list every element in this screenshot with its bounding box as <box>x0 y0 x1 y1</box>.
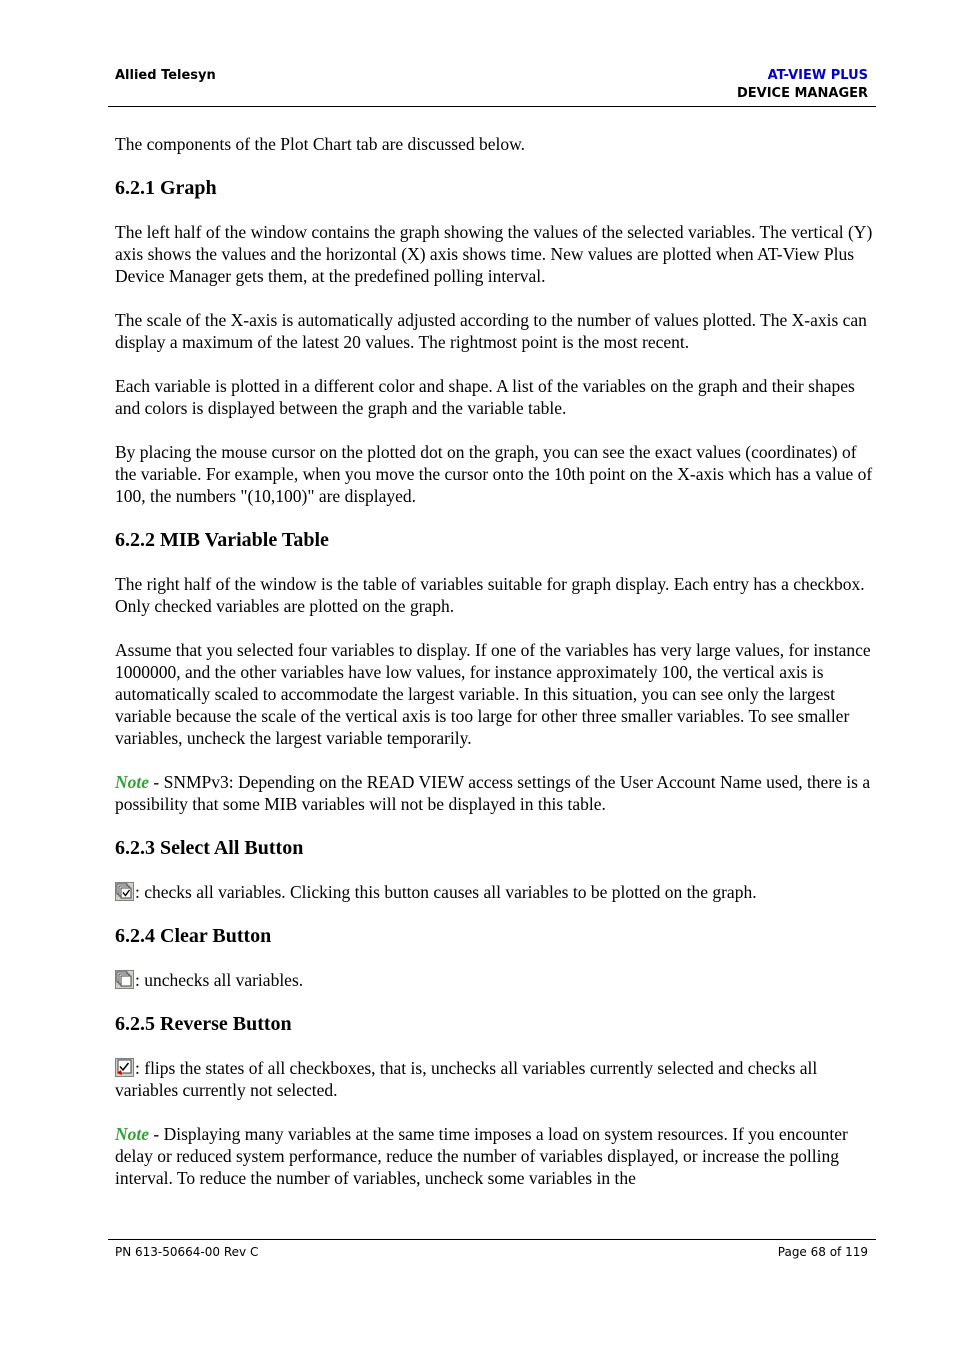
header-subtitle: DEVICE MANAGER <box>736 86 868 101</box>
footer-page-number: Page 68 of 119 <box>777 1245 868 1259</box>
graph-paragraph-4: By placing the mouse cursor on the plotted dot on the graph, you can see the exact values (coordinates) of the variable. For example, when you move the cursor onto the 10th point on the X-axis which has a value of 100, the numbers "(10,100)" are displayed. <box>115 442 873 506</box>
header-rule <box>108 106 876 107</box>
clear-checkbox-stack-icon <box>115 970 134 989</box>
graph-paragraph-1: The left half of the window contains the graph showing the values of the selected variables. The vertical (Y) axis shows the values and the horizontal (X) axis shows time. New values are plotted when AT-View Plus Device Manager gets them, at the predefined polling interval. <box>115 222 873 286</box>
graph-paragraph-2: The scale of the X-axis is automatically adjusted according to the number of values plotted. The X-axis can display a maximum of the latest 20 values. The rightmost point is the most recent. <box>115 310 867 352</box>
reverse-text: : flips the states of all checkboxes, that is, unchecks all variables currently selected and checks all variables currently not selected. <box>115 1058 818 1100</box>
select-all-checkbox-stack-icon <box>115 882 134 901</box>
clear-text: : unchecks all variables. <box>135 970 304 990</box>
reverse-note-paragraph <box>115 1123 873 1189</box>
clear-paragraph <box>115 969 873 991</box>
intro-paragraph: The components of the Plot Chart tab are discussed below. <box>115 134 526 154</box>
graph-paragraph-3: Each variable is plotted in a different color and shape. A list of the variables on the graph and their shapes and colors is displayed between the graph and the variable table. <box>115 376 855 418</box>
section-heading-mib: 6.2.2 MIB Variable Table <box>115 529 329 551</box>
select-all-text: : checks all variables. Clicking this button causes all variables to be plotted on the graph. <box>135 882 757 902</box>
note-label: Note <box>115 1124 150 1144</box>
section-heading-select-all: 6.2.3 Select All Button <box>115 837 304 859</box>
header-product-block <box>737 67 868 103</box>
header-product: AT-VIEW PLUS <box>767 68 868 83</box>
mib-note-text: - SNMPv3: Depending on the READ VIEW access settings of the User Account Name used, there is a possibility that some MIB variables will not be displayed in this table. <box>115 772 871 814</box>
select-all-paragraph <box>115 881 873 903</box>
footer-rule <box>108 1239 876 1240</box>
section-heading-reverse: 6.2.5 Reverse Button <box>115 1013 292 1035</box>
reverse-note-text: - Displaying many variables at the same time imposes a load on system resources. If you encounter delay or reduced system performance, reduce the number of variables displayed, or increase the polling interval. To reduce the number of variables, uncheck some variables in the <box>115 1124 848 1188</box>
document-body <box>115 133 873 1211</box>
reverse-check-icon <box>115 1058 134 1077</box>
section-heading-clear: 6.2.4 Clear Button <box>115 925 272 947</box>
note-label: Note <box>115 772 150 792</box>
mib-note-paragraph <box>115 771 873 815</box>
mib-paragraph-2: Assume that you selected four variables to display. If one of the variables has very large values, for instance 1000000, and the other variables have low values, for instance approximately 100, the vertical axis is automatically scaled to accommodate the largest variable. In this situation, you can see only the largest variable because the scale of the vertical axis is too large for other three smaller variables. To see smaller variables, uncheck the largest variable temporarily. <box>115 640 871 748</box>
reverse-paragraph <box>115 1057 873 1101</box>
section-heading-graph: 6.2.1 Graph <box>115 177 217 199</box>
footer-part-number: PN 613-50664-00 Rev C <box>115 1245 259 1259</box>
header-company: Allied Telesyn <box>115 68 216 83</box>
mib-paragraph-1: The right half of the window is the table of variables suitable for graph display. Each entry has a checkbox. Only checked variables are plotted on the graph. <box>115 574 865 616</box>
